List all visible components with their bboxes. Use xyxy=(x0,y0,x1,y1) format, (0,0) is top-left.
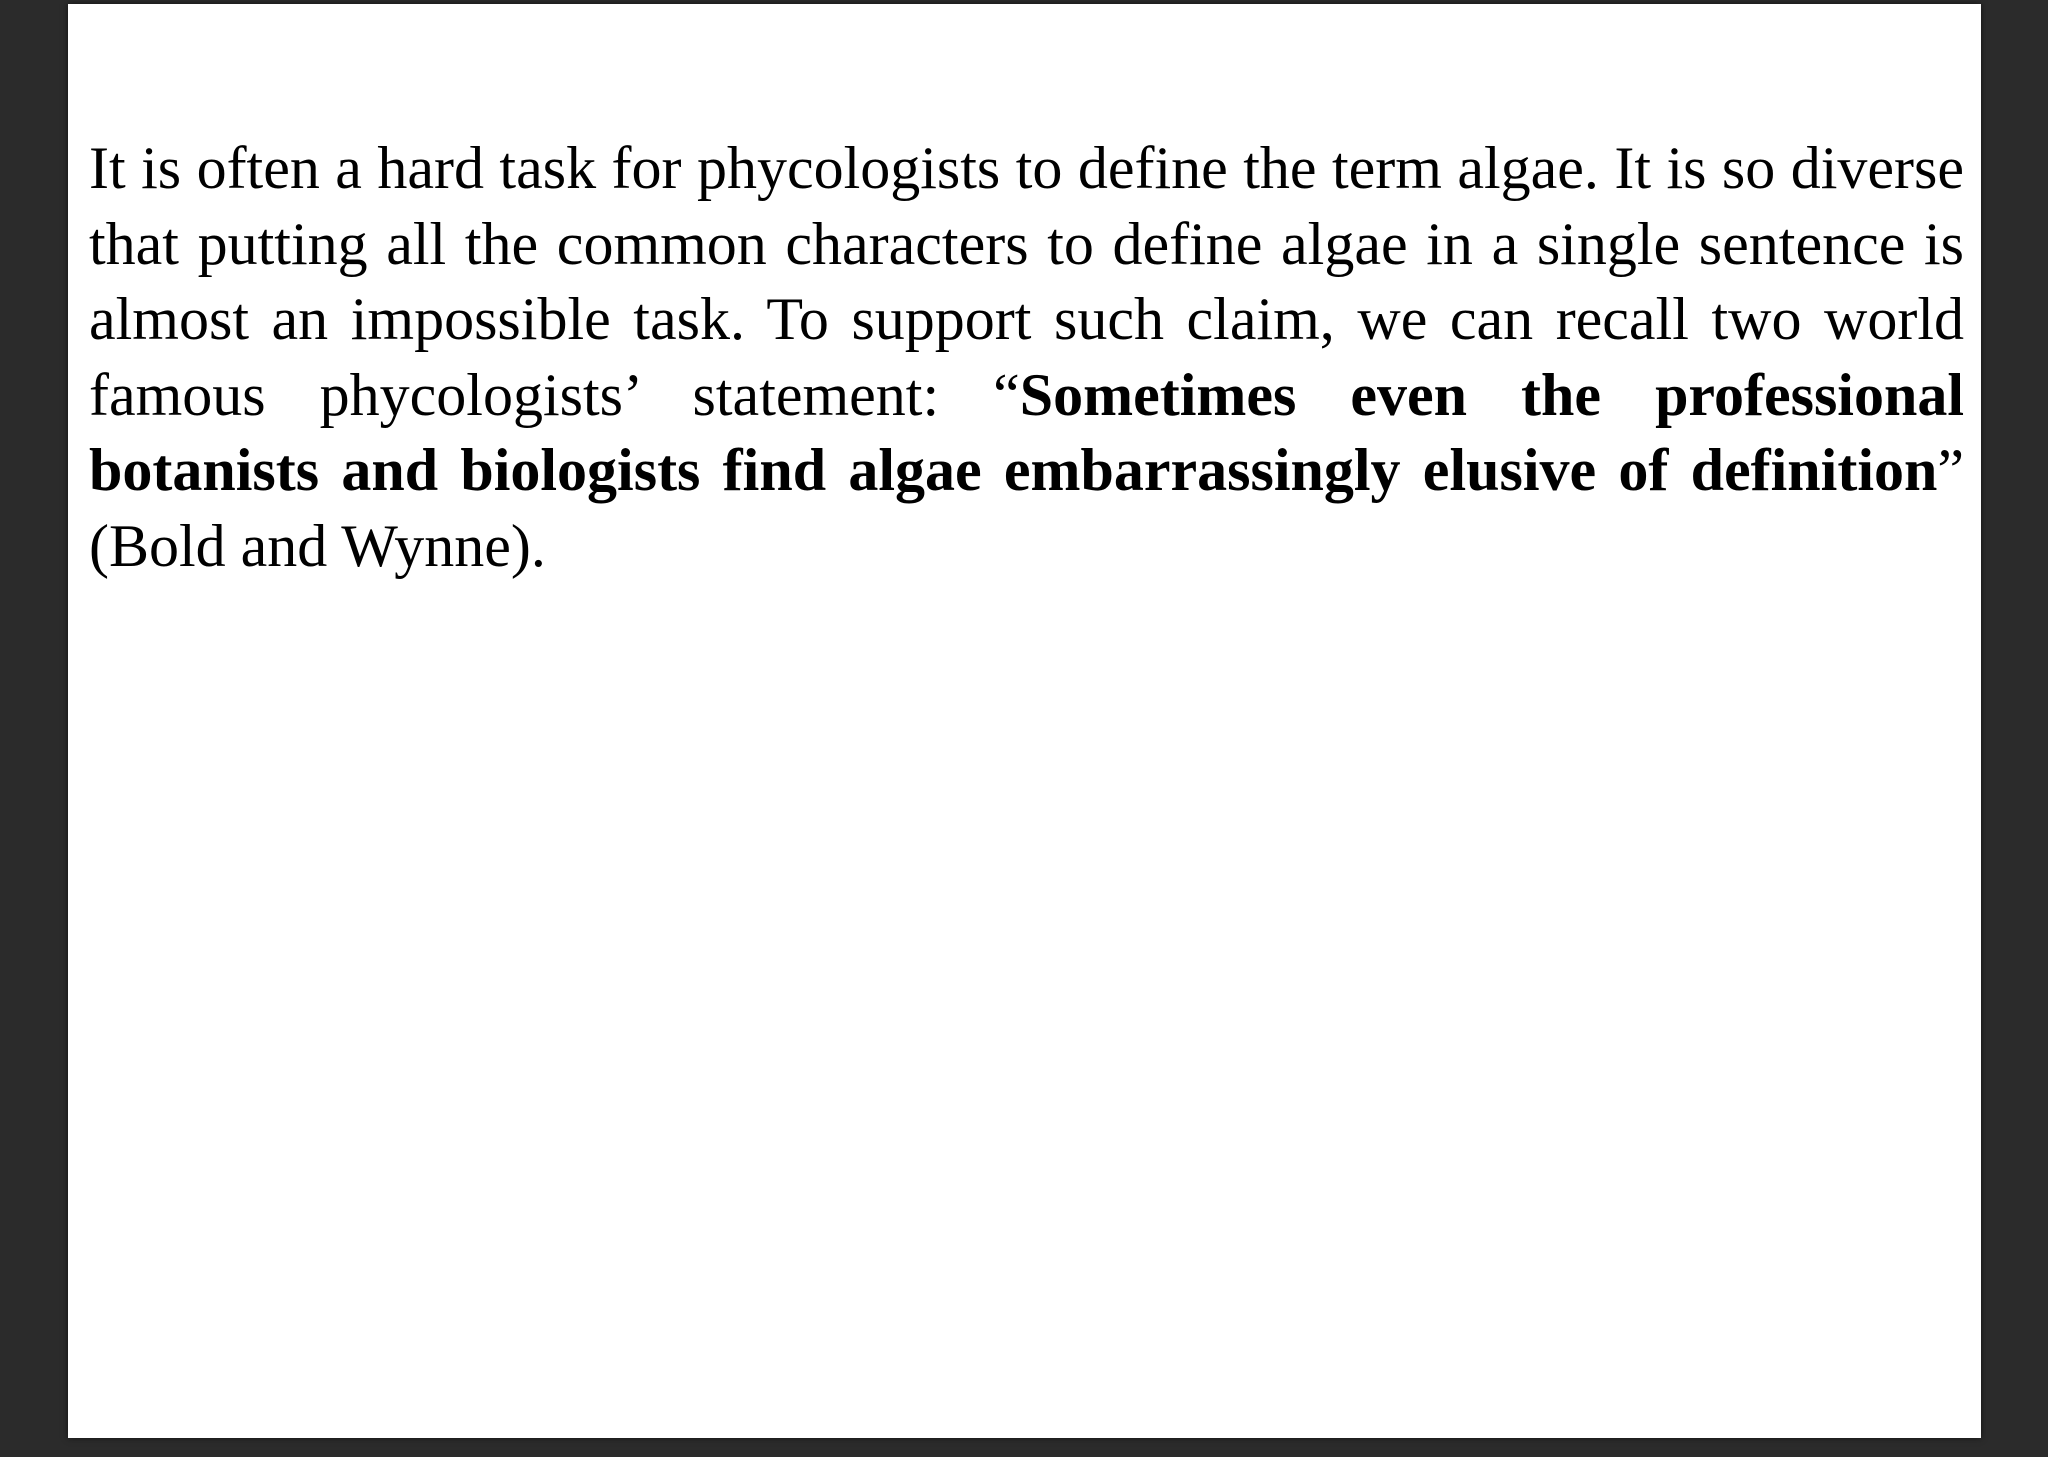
document-page xyxy=(68,4,1981,1438)
body-paragraph xyxy=(89,131,1964,585)
quote-bold-text: Sometimes even the professional botanists and biologists find algae embarrassingly elusive of definition xyxy=(89,361,1964,504)
paragraph-closing-text: ” (Bold and Wynne). xyxy=(89,437,1964,579)
paragraph-intro-text: It is often a hard task for phycologists to define the term algae. It is so diverse that putting all the common characters to define algae in a single sentence is almost an impossible task. To support such claim, we can recall two world famous phycologists’ statement: “ xyxy=(89,135,1964,428)
